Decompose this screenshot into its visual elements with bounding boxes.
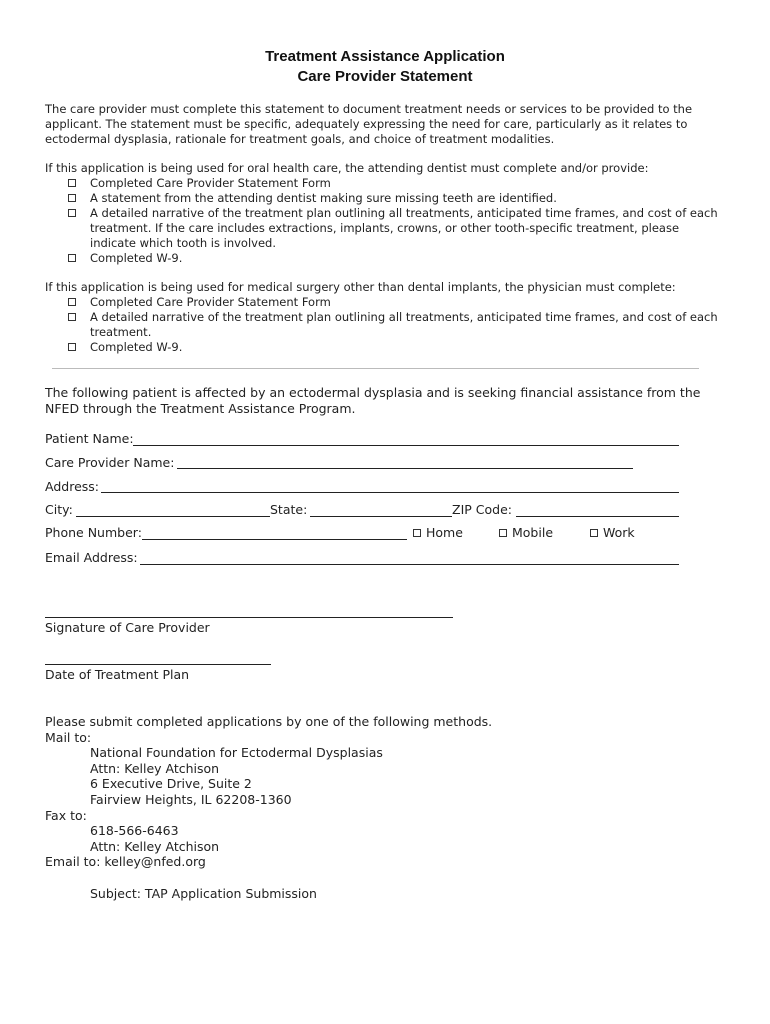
subject-line: Subject: TAP Application Submission xyxy=(90,885,317,901)
checkbox-icon[interactable] xyxy=(68,298,76,306)
date-field[interactable] xyxy=(45,664,271,665)
patient-intro: The following patient is affected by an ectodermal dysplasia and is seeking financial assistance from the NFED through the Treatment Assistance Program. xyxy=(45,385,701,416)
provider-name-label: Care Provider Name: xyxy=(45,455,175,470)
address-field[interactable] xyxy=(101,492,679,493)
document-subtitle: Care Provider Statement xyxy=(297,68,473,85)
signature-field[interactable] xyxy=(45,617,453,618)
checkbox-icon[interactable] xyxy=(590,529,598,537)
checklist-item: Completed W-9. xyxy=(68,251,728,266)
checkbox-icon[interactable] xyxy=(68,254,76,262)
patient-name-field[interactable] xyxy=(133,445,679,446)
oral-care-checklist xyxy=(68,176,728,266)
intro-paragraph: The care provider must complete this statement to document treatment needs or services to be provided to the applicant. The statement must be specific, adequately expressing the need for care, particularly as it relates to ectodermal dysplasia, rationale for treatment goals, and choice of treatment modalities. xyxy=(45,102,693,146)
medical-lead: If this application is being used for medical surgery other than dental implants, the physician must complete: xyxy=(45,280,676,294)
checkbox-icon[interactable] xyxy=(68,194,76,202)
oral-care-lead: If this application is being used for oral health care, the attending dentist must complete and/or provide: xyxy=(45,161,649,175)
checklist-item: A detailed narrative of the treatment plan outlining all treatments, anticipated time frames, and cost of each treatment. xyxy=(68,310,728,340)
fax-line: 618-566-6463 xyxy=(90,823,179,839)
mail-line: National Foundation for Ectodermal Dysplasias xyxy=(90,745,383,761)
checkbox-icon[interactable] xyxy=(68,343,76,351)
provider-name-field[interactable] xyxy=(177,468,633,469)
mail-label: Mail to: xyxy=(45,729,92,745)
checklist-item: Completed Care Provider Statement Form xyxy=(68,295,728,310)
state-field[interactable] xyxy=(310,516,452,517)
checklist-item: Completed W-9. xyxy=(68,340,728,355)
fax-label: Fax to: xyxy=(45,807,87,823)
checkbox-icon[interactable] xyxy=(413,529,421,537)
checkbox-icon[interactable] xyxy=(68,313,76,321)
phone-option-home[interactable]: Home xyxy=(413,525,463,541)
patient-name-label: Patient Name: xyxy=(45,431,134,446)
zip-label: ZIP Code: xyxy=(452,502,512,517)
checkbox-icon[interactable] xyxy=(68,179,76,187)
submission-lead: Please submit completed applications by one of the following methods. xyxy=(45,714,493,729)
spacer xyxy=(45,870,492,886)
mail-line: Attn: Kelley Atchison xyxy=(90,760,220,776)
phone-option-work[interactable]: Work xyxy=(590,525,635,541)
checkbox-icon[interactable] xyxy=(68,209,76,217)
zip-field[interactable] xyxy=(516,516,679,517)
checklist-item: Completed Care Provider Statement Form xyxy=(68,176,728,191)
email-label: Email Address: xyxy=(45,550,138,565)
section-divider xyxy=(52,368,699,369)
date-label: Date of Treatment Plan xyxy=(45,667,190,682)
mail-line: Fairview Heights, IL 62208-1360 xyxy=(90,791,292,807)
submission-instructions xyxy=(45,714,492,901)
medical-checklist xyxy=(68,295,728,355)
document-title: Treatment Assistance Application xyxy=(265,48,505,65)
fax-line: Attn: Kelley Atchison xyxy=(90,838,220,854)
checklist-item: A statement from the attending dentist making sure missing teeth are identified. xyxy=(68,191,728,206)
state-label: State: xyxy=(270,502,308,517)
email-submission-line: Email to: kelley@nfed.org xyxy=(45,854,206,870)
email-field[interactable] xyxy=(140,564,679,565)
phone-option-mobile[interactable]: Mobile xyxy=(499,525,553,541)
checklist-item: A detailed narrative of the treatment plan outlining all treatments, anticipated time frames, and cost of each treatment. If the care includes extractions, implants, crowns, or other tooth-specific treatment, please indicate which tooth is involved. xyxy=(68,206,728,251)
mail-line: 6 Executive Drive, Suite 2 xyxy=(90,776,252,792)
city-label: City: xyxy=(45,502,73,517)
phone-label: Phone Number: xyxy=(45,525,142,540)
city-field[interactable] xyxy=(76,516,270,517)
address-label: Address: xyxy=(45,479,99,494)
phone-field[interactable] xyxy=(142,539,407,540)
signature-label: Signature of Care Provider xyxy=(45,620,210,635)
checkbox-icon[interactable] xyxy=(499,529,507,537)
